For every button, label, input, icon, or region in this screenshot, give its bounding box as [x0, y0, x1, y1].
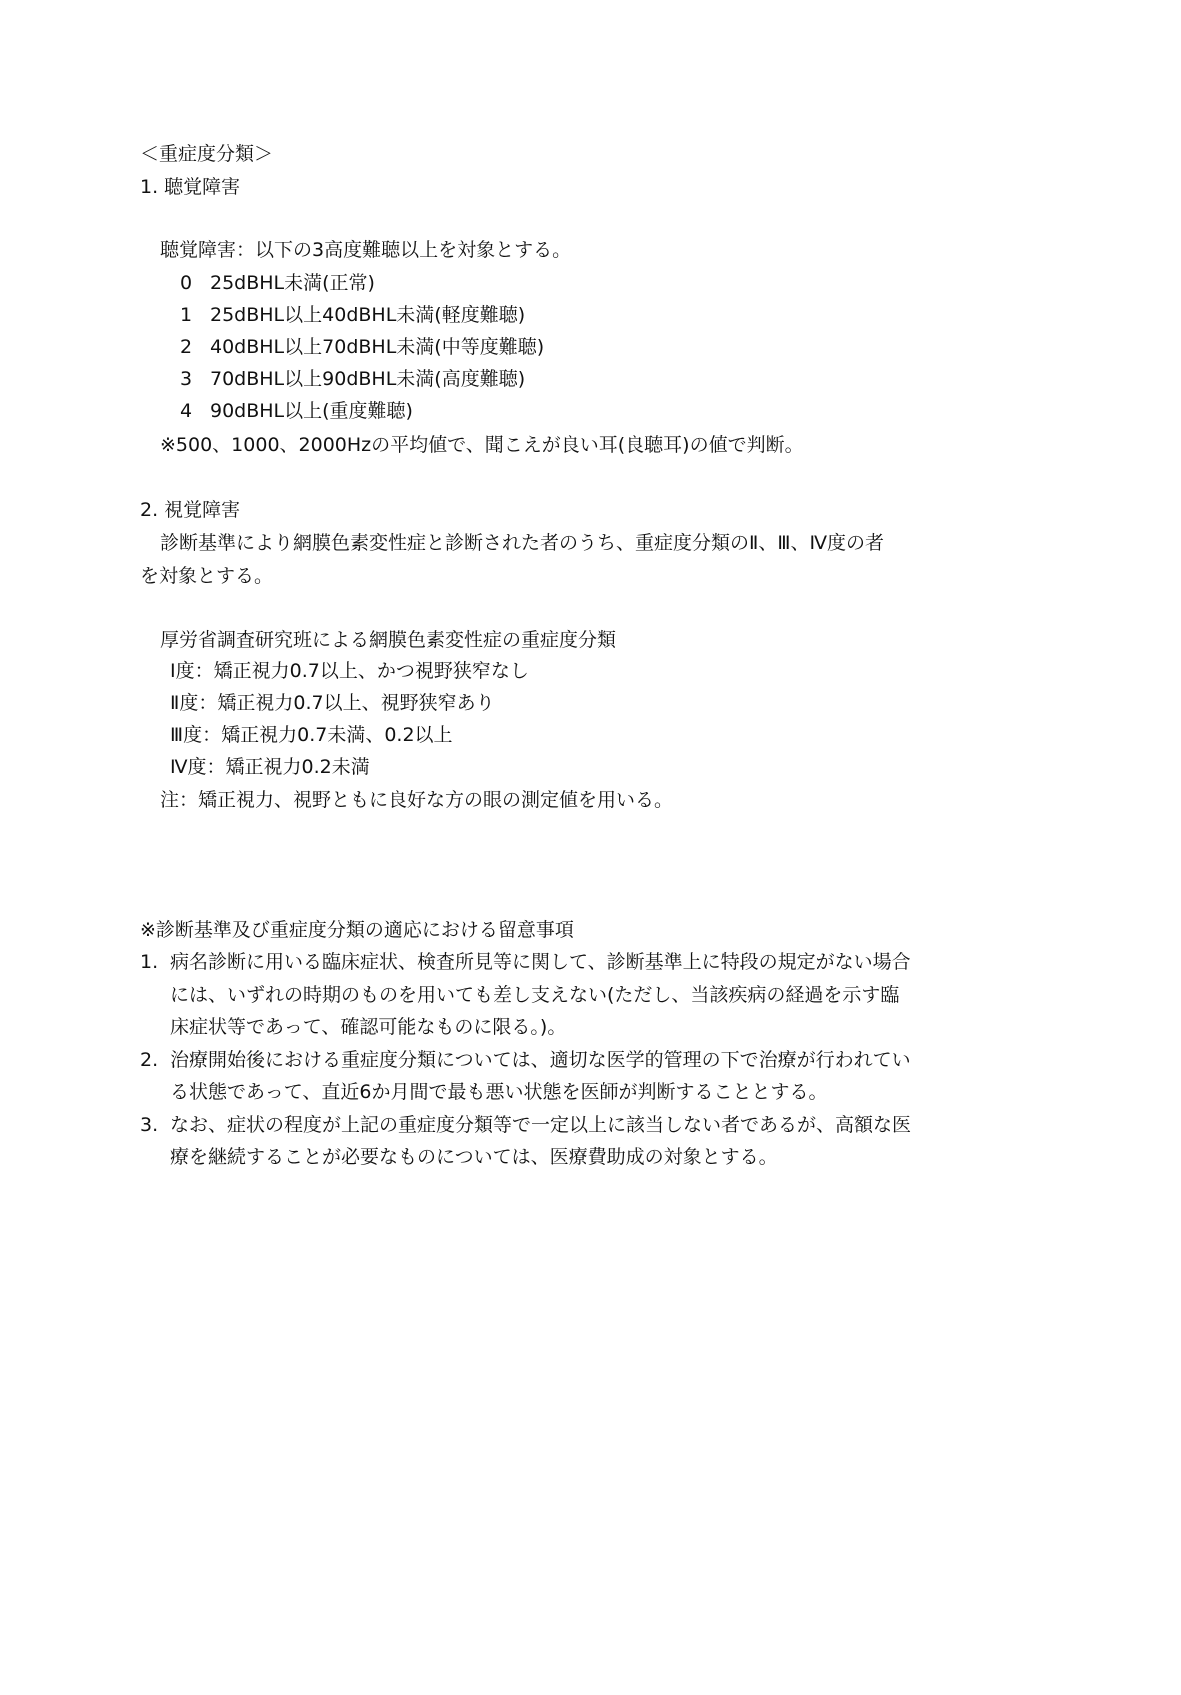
- caveat-number: 3.: [140, 1114, 159, 1136]
- level-grade: 0: [180, 272, 193, 294]
- caveat-number: 2.: [140, 1049, 159, 1071]
- level-grade: 1: [180, 304, 193, 326]
- vision-grade: Ⅱ度：矯正視力0.7以上、視野狭窄あり: [170, 692, 495, 714]
- caveat-line: なお、症状の程度が上記の重症度分類等で一定以上に該当しない者であるが、高額な医: [170, 1114, 912, 1136]
- caveat-line: 病名診断に用いる臨床症状、検査所見等に関して、診断基準上に特段の規定がない場合: [170, 951, 911, 973]
- vision-grade: Ⅳ度：矯正視力0.2未満: [170, 756, 370, 778]
- hearing-level: [180, 304, 525, 326]
- level-text: 90dBHL以上(重度難聴): [210, 400, 413, 422]
- hearing-level: [180, 272, 375, 294]
- level-grade: 3: [180, 368, 193, 390]
- vision-grade: Ⅲ度：矯正視力0.7未満、0.2以上: [170, 724, 453, 746]
- hearing-level: [180, 400, 413, 422]
- vision-desc-line: 診断基準により網膜色素変性症と診断された者のうち、重症度分類のⅡ、Ⅲ、Ⅳ度の者: [160, 532, 884, 554]
- caveat-line: 床症状等であって、確認可能なものに限る。)。: [170, 1016, 567, 1038]
- caveat-line: 治療開始後における重症度分類については、適切な医学的管理の下で治療が行われてい: [170, 1049, 911, 1071]
- level-text: 25dBHL以上40dBHL未満(軽度難聴): [210, 304, 526, 326]
- caveat-item: [140, 1114, 911, 1136]
- level-grade: 2: [180, 336, 193, 358]
- level-text: 40dBHL以上70dBHL未満(中等度難聴): [210, 336, 545, 358]
- vision-grade: Ⅰ度：矯正視力0.7以上、かつ視野狭窄なし: [170, 660, 529, 682]
- caveat-line: る状態であって、直近6か月間で最も悪い状態を医師が判断することとする。: [170, 1081, 828, 1103]
- caveat-item: [140, 951, 911, 973]
- caveat-item: [140, 1049, 911, 1071]
- level-text: 25dBHL未満(正常): [210, 272, 375, 294]
- section-heading-hearing: 1. 聴覚障害: [140, 176, 241, 198]
- document-title: ＜重症度分類＞: [140, 143, 274, 165]
- hearing-level: [180, 336, 544, 358]
- hearing-intro: 聴覚障害：以下の3高度難聴以上を対象とする。: [160, 239, 572, 261]
- hearing-note: ※500、1000、2000Hzの平均値で、聞こえが良い耳(良聴耳)の値で判断。: [160, 434, 804, 456]
- caveat-number: 1.: [140, 951, 159, 973]
- vision-desc-line: を対象とする。: [140, 565, 274, 587]
- vision-subheading: 厚労省調査研究班による網膜色素変性症の重症度分類: [160, 629, 617, 651]
- level-grade: 4: [180, 400, 193, 422]
- caveats-heading: ※診断基準及び重症度分類の適応における留意事項: [140, 919, 574, 941]
- caveat-line: には、いずれの時期のものを用いても差し支えない(ただし、当該疾病の経過を示す臨: [170, 984, 900, 1006]
- hearing-level: [180, 368, 525, 390]
- level-text: 70dBHL以上90dBHL未満(高度難聴): [210, 368, 526, 390]
- caveat-line: 療を継続することが必要なものについては、医療費助成の対象とする。: [170, 1146, 778, 1168]
- vision-note: 注：矯正視力、視野ともに良好な方の眼の測定値を用いる。: [160, 789, 674, 811]
- section-heading-vision: 2. 視覚障害: [140, 499, 241, 521]
